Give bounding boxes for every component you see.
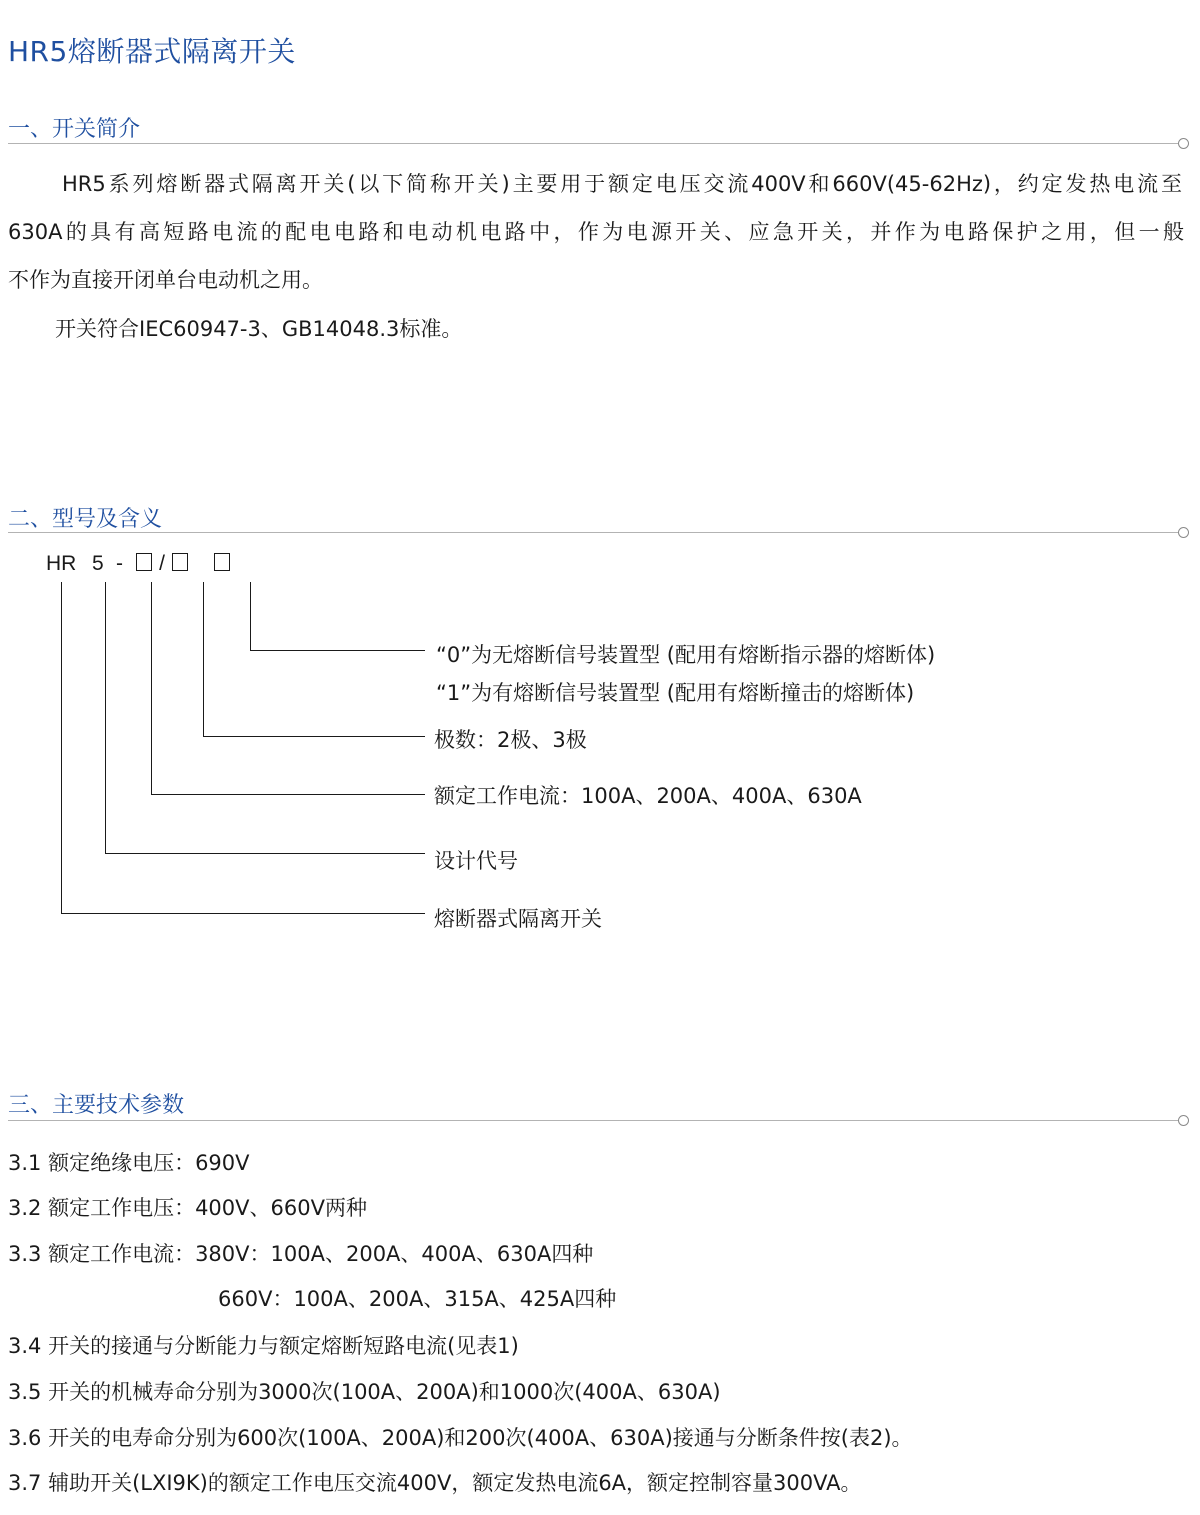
- model-slash: /: [159, 552, 165, 575]
- bracket-line-signal: [250, 650, 425, 651]
- spec-item: 3.4 开关的接通与分断能力与额定熔断短路电流(见表1): [8, 1334, 519, 1358]
- model-prefix: HR: [46, 552, 77, 575]
- spec-item: 3.1 额定绝缘电压：690V: [8, 1151, 250, 1175]
- section-divider: [8, 143, 1178, 144]
- model-dash: -: [116, 552, 123, 575]
- bracket-line-product: [61, 913, 425, 914]
- rated-current-label: 额定工作电流：100A、200A、400A、630A: [434, 784, 862, 808]
- signal-code-box: [214, 553, 230, 571]
- poles-label: 极数：2极、3极: [434, 728, 587, 752]
- poles-code-box: [172, 553, 188, 571]
- divider-end-circle-icon: [1178, 1115, 1189, 1126]
- spec-item: 3.3 额定工作电流：380V：100A、200A、400A、630A四种: [8, 1242, 594, 1266]
- bracket-line-poles: [203, 736, 425, 737]
- section-divider: [8, 532, 1178, 533]
- product-name-label: 熔断器式隔离开关: [434, 907, 602, 931]
- section-heading-specs: 三、主要技术参数: [8, 1093, 185, 1118]
- design-code-label: 设计代号: [434, 849, 518, 873]
- signal-type-0-label: “0”为无熔断信号装置型 (配用有熔断指示器的熔断体): [436, 643, 936, 667]
- intro-paragraph-line-3: 不作为直接开闭单台电动机之用。: [8, 268, 323, 292]
- bracket-line-poles: [203, 582, 204, 737]
- spec-item: 3.7 辅助开关(LXI9K)的额定工作电压交流400V，额定发热电流6A，额定控制容量300VA。: [8, 1471, 862, 1495]
- intro-paragraph-line-1: HR5系列熔断器式隔离开关(以下简称开关)主要用于额定电压交流400V和660V(45-62Hz)，约定发热电流至: [62, 172, 1182, 196]
- spec-item-continuation: 660V：100A、200A、315A、425A四种: [218, 1287, 617, 1311]
- bracket-line-current: [151, 582, 152, 795]
- signal-type-1-label: “1”为有熔断信号装置型 (配用有熔断撞击的熔断体): [436, 681, 915, 705]
- section-divider: [8, 1120, 1178, 1121]
- model-code: [46, 552, 230, 576]
- current-code-box: [136, 553, 152, 571]
- spec-item: 3.5 开关的机械寿命分别为3000次(100A、200A)和1000次(400A、630A): [8, 1380, 721, 1404]
- page-title: HR5熔断器式隔离开关: [8, 35, 296, 68]
- section-heading-intro: 一、开关简介: [8, 117, 141, 142]
- divider-end-circle-icon: [1178, 527, 1189, 538]
- divider-end-circle-icon: [1178, 138, 1189, 149]
- bracket-line-current: [151, 794, 425, 795]
- bracket-line-design: [105, 582, 106, 854]
- model-design-digit: 5: [92, 552, 104, 575]
- bracket-line-product: [61, 582, 62, 914]
- standard-statement: 开关符合IEC60947-3、GB14048.3标准。: [55, 317, 463, 341]
- spec-item: 3.6 开关的电寿命分别为600次(100A、200A)和200次(400A、630A)接通与分断条件按(表2)。: [8, 1426, 913, 1450]
- bracket-line-design: [105, 853, 425, 854]
- section-heading-model: 二、型号及含义: [8, 507, 163, 532]
- spec-item: 3.2 额定工作电压：400V、660V两种: [8, 1196, 367, 1220]
- bracket-line-signal: [250, 582, 251, 651]
- intro-paragraph-line-2: 630A的具有高短路电流的配电电路和电动机电路中，作为电源开关、应急开关，并作为电路保护之用，但一般: [8, 220, 1184, 244]
